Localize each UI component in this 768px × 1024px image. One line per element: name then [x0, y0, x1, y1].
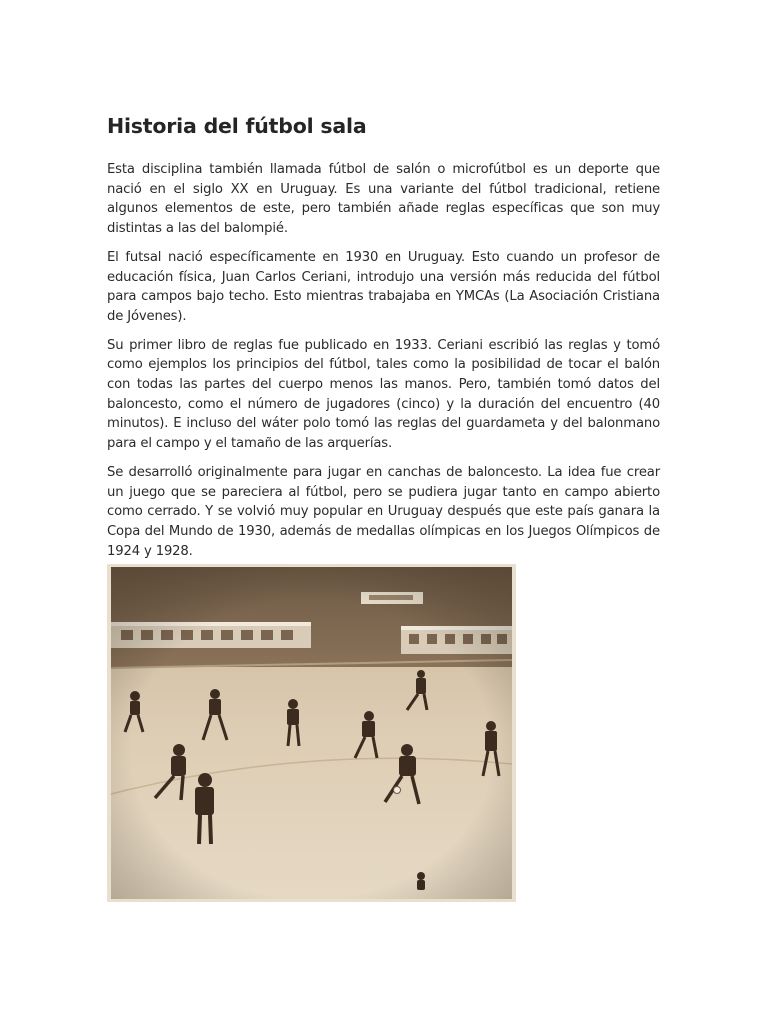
paragraph-1: Esta disciplina también llamada fútbol de salón o microfútbol es un deporte que nació en el siglo XX en Uruguay. Es una variante del fútbol tradicional, retiene algunos elementos de este, pero también añade reglas específicas que son muy distintas a las del balompié.	[107, 162, 660, 237]
document-page	[107, 108, 660, 570]
historic-futsal-photo	[107, 564, 516, 902]
page-title: Historia del fútbol sala	[107, 114, 367, 138]
paragraph-3: Su primer libro de reglas fue publicado en 1933. Ceriani escribió las reglas y tomó como ejemplos los principios del fútbol, tales como la posibilidad de tocar el balón con todas las partes del cuerpo menos las manos. Pero, también tomó datos del baloncesto, como el número de jugadores (cinco) y la duración del encuentro (40 minutos). E incluso del wáter polo tomó las reglas del guardameta y del balonmano para el campo y el tamaño de las arquerías.	[107, 337, 660, 452]
paragraph-2: El futsal nació específicamente en 1930 en Uruguay. Esto cuando un profesor de educación física, Juan Carlos Ceriani, introdujo una versión más reducida del fútbol para campos bajo techo. Esto mientras trabajaba en YMCAs (La Asociación Cristiana de Jóvenes).	[107, 249, 660, 324]
paragraph-4: Se desarrolló originalmente para jugar en canchas de baloncesto. La idea fue crear un juego que se pareciera al fútbol, pero se pudiera jugar tanto en campo abierto como cerrado. Y se volvió muy popular en Uruguay después que este país ganara la Copa del Mundo de 1930, además de medallas olímpicas en los Juegos Olímpicos de 1924 y 1928.	[107, 464, 660, 559]
